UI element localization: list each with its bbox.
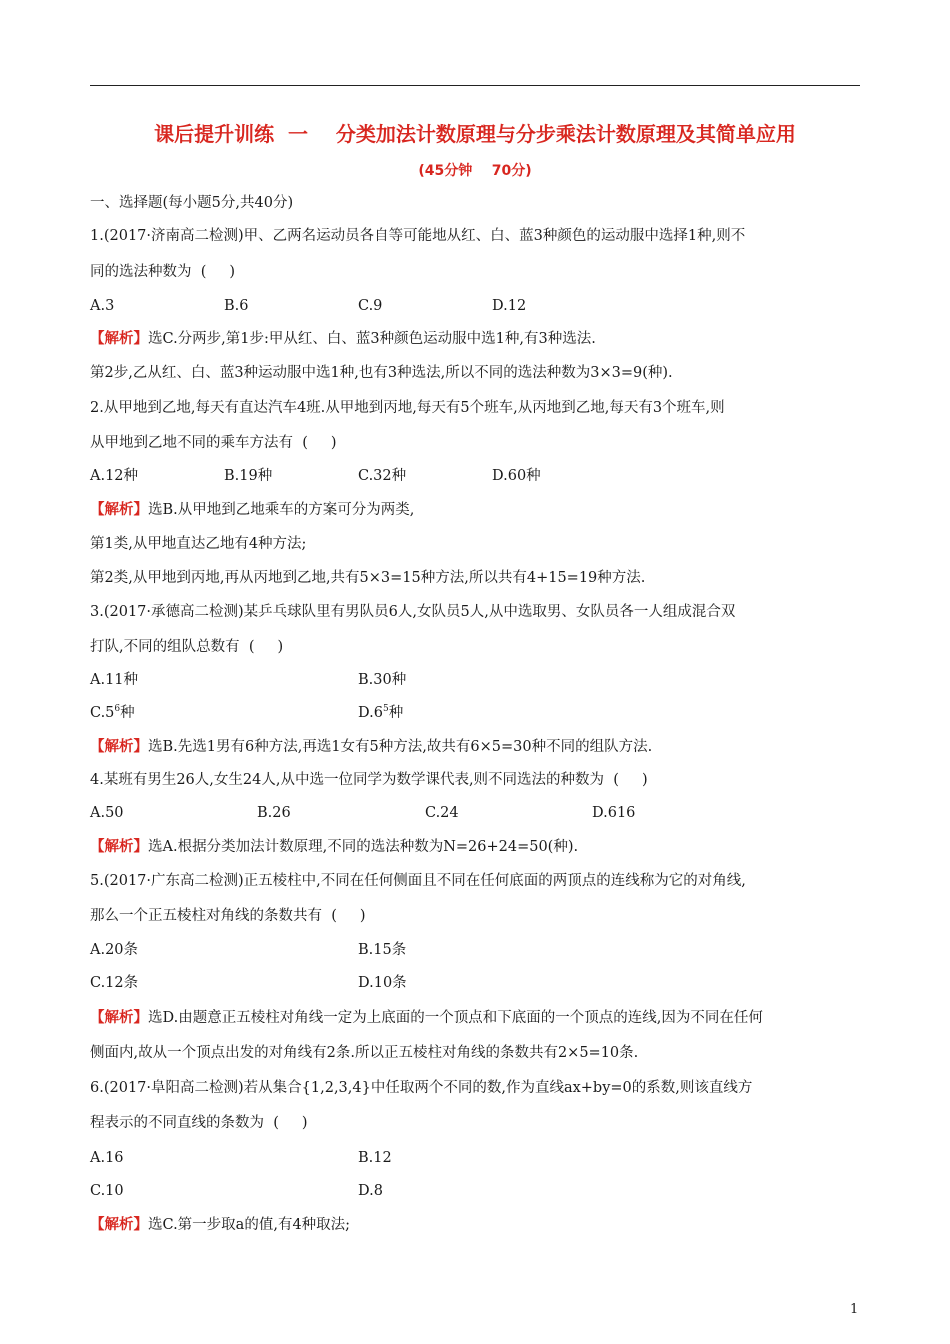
q1-option-d: D.12 — [492, 298, 527, 314]
q1-option-a: A.3 — [90, 298, 115, 314]
header-rule — [90, 85, 860, 86]
q5-option-a: A.20条 — [90, 942, 139, 958]
q3-solution: 【解析】选B.先选1男有6种方法,再选1女有5种方法,故共有6×5=30种不同的组队方法. — [90, 739, 653, 755]
solution-tag: 【解析】 — [90, 331, 148, 347]
q4-option-b: B.26 — [257, 805, 291, 821]
solution-tag: 【解析】 — [90, 1217, 148, 1233]
q5-option-b: B.15条 — [358, 942, 407, 958]
q1-option-b: B.6 — [224, 298, 249, 314]
q1-solution-line2: 第2步,乙从红、白、蓝3种运动服中选1种,也有3种选法,所以不同的选法种数为3×3=9(种). — [90, 365, 673, 381]
q6-option-a: A.16 — [90, 1150, 124, 1166]
q1-line2: 同的选法种数为 ( ) — [90, 264, 236, 280]
q5-solution-line1: 【解析】选D.由题意正五棱柱对角线一定为上底面的一个顶点和下底面的一个顶点的连线,因为不同在任何 — [90, 1010, 763, 1026]
solution-tag: 【解析】 — [90, 739, 148, 755]
q3-option-d: $D.6^5$种 — [358, 704, 404, 721]
section-heading: 一、选择题(每小题5分,共40分) — [90, 195, 294, 211]
q4-line1: 4.某班有男生26人,女生24人,从中选一位同学为数学课代表,则不同选法的种数为 ( ) — [90, 772, 648, 788]
q3-option-a: A.11种 — [90, 672, 139, 688]
q2-solution-line1: 【解析】选B.从甲地到乙地乘车的方案可分为两类, — [90, 502, 415, 518]
q5-line2: 那么一个正五棱柱对角线的条数共有 ( ) — [90, 908, 366, 924]
page-subtitle: (45分钟 70分) — [418, 163, 532, 179]
q4-solution: 【解析】选A.根据分类加法计数原理,不同的选法种数为N=26+24=50(种). — [90, 839, 579, 855]
q6-line2: 程表示的不同直线的条数为 ( ) — [90, 1115, 308, 1131]
q2-option-c: C.32种 — [358, 468, 407, 484]
q3-line1: 3.(2017·承德高二检测)某乒乓球队里有男队员6人,女队员5人,从中选取男、女队员各一人组成混合双 — [90, 604, 736, 620]
q3-option-c: $C.5^6$种 — [90, 704, 135, 721]
q5-line1: 5.(2017·广东高二检测)正五棱柱中,不同在任何侧面且不同在任何底面的两顶点的连线称为它的对角线, — [90, 873, 746, 889]
q4-option-d: D.616 — [592, 805, 636, 821]
q2-solution-line2: 第1类,从甲地直达乙地有4种方法; — [90, 536, 307, 552]
q3-option-b: B.30种 — [358, 672, 407, 688]
q1-option-c: C.9 — [358, 298, 383, 314]
q4-option-a: A.50 — [90, 805, 124, 821]
q2-solution-line3: 第2类,从甲地到丙地,再从丙地到乙地,共有5×3=15种方法,所以共有4+15=19种方法. — [90, 570, 646, 586]
q2-option-d: D.60种 — [492, 468, 541, 484]
q2-line1: 2.从甲地到乙地,每天有直达汽车4班.从甲地到丙地,每天有5个班车,从丙地到乙地,每天有3个班车,则 — [90, 400, 725, 416]
q6-option-d: D.8 — [358, 1183, 383, 1199]
q1-solution-line1: 【解析】选C.分两步,第1步:甲从红、白、蓝3种颜色运动服中选1种,有3种选法. — [90, 331, 596, 347]
q2-line2: 从甲地到乙地不同的乘车方法有 ( ) — [90, 435, 337, 451]
solution-tag: 【解析】 — [90, 1010, 148, 1026]
q6-solution-line1: 【解析】选C.第一步取a的值,有4种取法; — [90, 1217, 351, 1233]
page-number: 1 — [850, 1302, 859, 1317]
q3-line2: 打队,不同的组队总数有 ( ) — [90, 639, 284, 655]
solution-tag: 【解析】 — [90, 502, 148, 518]
q6-option-b: B.12 — [358, 1150, 392, 1166]
q2-option-b: B.19种 — [224, 468, 273, 484]
q4-option-c: C.24 — [425, 805, 459, 821]
q5-solution-line2: 侧面内,故从一个顶点出发的对角线有2条.所以正五棱柱对角线的条数共有2×5=10条. — [90, 1045, 639, 1061]
solution-tag: 【解析】 — [90, 839, 148, 855]
page-title: 课后提升训练 一 分类加法计数原理与分步乘法计数原理及其简单应用 — [154, 122, 796, 146]
q5-option-c: C.12条 — [90, 975, 139, 991]
q6-line1: 6.(2017·阜阳高二检测)若从集合{1,2,3,4}中任取两个不同的数,作为直线ax+by=0的系数,则该直线方 — [90, 1080, 753, 1096]
q5-option-d: D.10条 — [358, 975, 407, 991]
q2-option-a: A.12种 — [90, 468, 139, 484]
q1-line1: 1.(2017·济南高二检测)甲、乙两名运动员各自等可能地从红、白、蓝3种颜色的运动服中选择1种,则不 — [90, 228, 746, 244]
q6-option-c: C.10 — [90, 1183, 124, 1199]
